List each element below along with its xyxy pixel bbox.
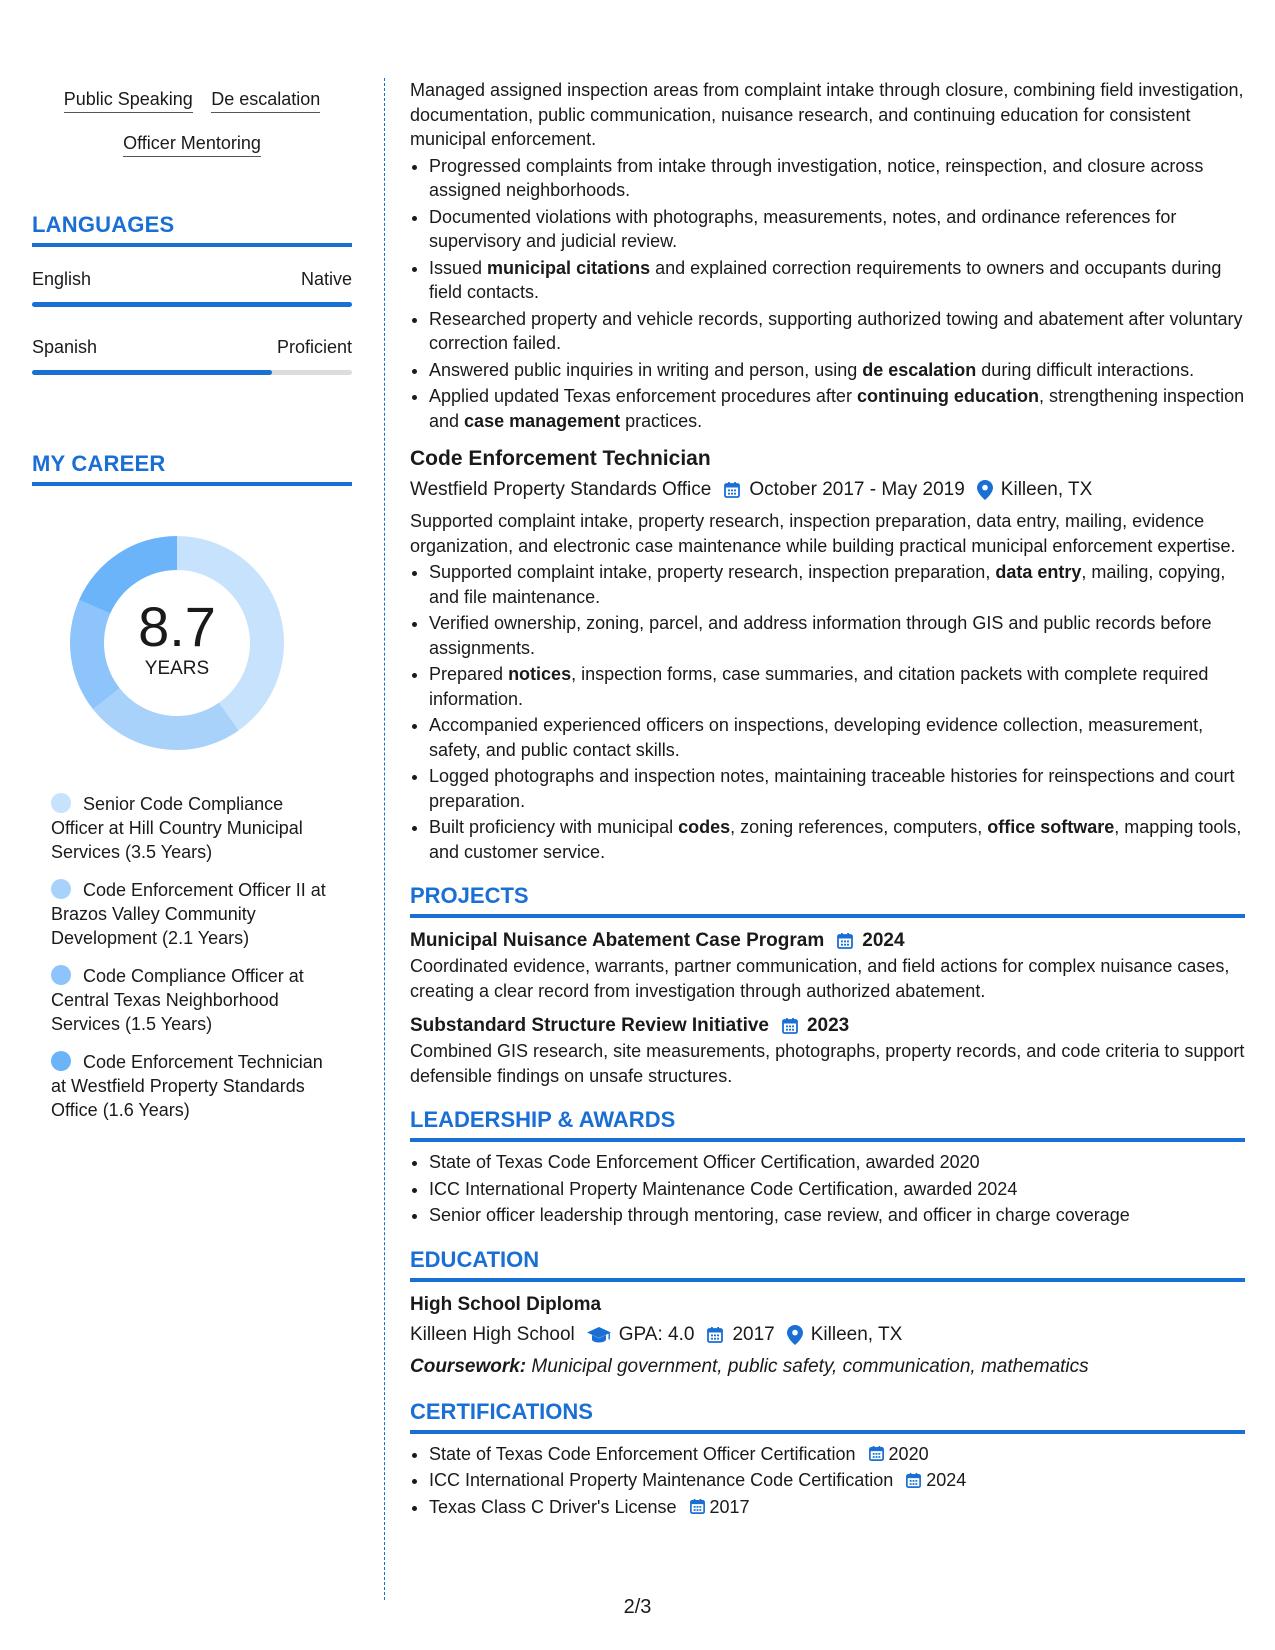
project-description: Coordinated evidence, warrants, partner communication, and field actions for complex nuisance cases, creating a clear record from investigation through authorized abatement. <box>410 956 1230 1001</box>
coursework <box>410 1354 1245 1380</box>
calendar-icon <box>836 932 854 950</box>
language-item <box>32 269 352 307</box>
map-pin-icon <box>977 480 993 500</box>
job-bullet: • Supported complaint intake, property research, inspection preparation, data entry, mailing, copying, and file maintenance. <box>429 560 1245 609</box>
leadership-item: • Senior officer leadership through mentoring, case review, and officer in charge coverage <box>429 1203 1245 1228</box>
school-location: Killeen, TX <box>810 1323 903 1345</box>
project-year: 2024 <box>862 930 905 951</box>
legend-label: Senior Code Compliance Officer at Hill Country Municipal Services (3.5 Years) <box>51 794 303 862</box>
graduation-cap-icon <box>587 1326 611 1344</box>
job-bullet: • Built proficiency with municipal codes, zoning references, computers, office software, mapping tools, and customer service. <box>429 815 1245 864</box>
job-bullet: • Applied updated Texas enforcement procedures after continuing education, strengthening inspection and case management practices. <box>429 384 1245 433</box>
leadership-item: • State of Texas Code Enforcement Officer Certification, awarded 2020 <box>429 1150 1245 1175</box>
job-bullet: • Issued municipal citations and explained correction requirements to owners and occupants during field contacts. <box>429 256 1245 305</box>
school-name: Killeen High School <box>410 1323 575 1345</box>
certification-name: • Texas Class C Driver's License <box>429 1496 677 1517</box>
project-name: Substandard Structure Review Initiative <box>410 1015 769 1036</box>
leadership-item: • ICC International Property Maintenance Code Certification, awarded 2024 <box>429 1177 1245 1202</box>
job-summary: Supported complaint intake, property research, inspection preparation, data entry, mailing, evidence organization, and electronic case maintenance while building practical municipal enforcement expertise. <box>410 511 1236 556</box>
job-meta <box>410 477 1245 503</box>
legend-label: Code Compliance Officer at Central Texas Neighborhood Services (1.5 Years) <box>51 966 304 1034</box>
leadership-list <box>410 1150 1245 1228</box>
calendar-icon <box>689 1498 706 1515</box>
job-dates: October 2017 - May 2019 <box>749 479 965 500</box>
calendar-icon <box>868 1445 885 1462</box>
leadership-heading: LEADERSHIP & AWARDS <box>410 1106 1245 1142</box>
calendar-icon <box>905 1472 922 1489</box>
job-bullet: • Researched property and vehicle records, supporting authorized towing and abatement after voluntary correction failed. <box>429 307 1245 356</box>
language-proficiency-fill <box>32 302 352 307</box>
career-heading: MY CAREER <box>32 451 352 486</box>
language-level: Native <box>300 269 352 289</box>
career-donut-chart <box>62 528 292 758</box>
education-meta <box>410 1322 1245 1348</box>
calendar-icon <box>781 1017 799 1035</box>
career-legend-item <box>51 1050 331 1122</box>
certifications-list <box>410 1442 1245 1520</box>
legend-label: Code Enforcement Officer II at Brazos Valley Community Development (2.1 Years) <box>51 880 326 948</box>
projects-heading: PROJECTS <box>410 882 1245 918</box>
language-name: English <box>32 269 92 289</box>
certification-year: 2024 <box>926 1470 967 1490</box>
coursework-text: Municipal government, public safety, communication, mathematics <box>531 1355 1089 1377</box>
job-company: Westfield Property Standards Office <box>410 479 712 500</box>
job-bullet: • Verified ownership, zoning, parcel, and address information through GIS and public records before assignments. <box>429 611 1245 660</box>
donut-segment-2 <box>93 688 239 750</box>
certifications-heading: CERTIFICATIONS <box>410 1398 1245 1434</box>
job-title: Code Enforcement Technician <box>410 447 711 470</box>
language-level: Proficient <box>276 337 352 357</box>
skill-tag: De escalation <box>211 87 320 113</box>
skill-tag: Public Speaking <box>64 87 193 113</box>
sidebar <box>32 80 352 1136</box>
language-proficiency-bar <box>32 302 352 307</box>
education-heading: EDUCATION <box>410 1246 1245 1282</box>
legend-label: Code Enforcement Technician at Westfield Property Standards Office (1.6 Years) <box>51 1052 323 1120</box>
job-bullet: • Progressed complaints from intake through investigation, notice, reinspection, and closure across assigned neighborhoods. <box>429 154 1245 203</box>
calendar-icon <box>723 481 741 499</box>
career-total <box>62 595 292 680</box>
certification-year: 2020 <box>888 1443 929 1464</box>
legend-dot <box>51 965 71 985</box>
job-bullet: • Answered public inquiries in writing and person, using de escalation during difficult interactions. <box>429 358 1245 383</box>
legend-dot <box>51 793 71 813</box>
career-legend-item <box>51 964 331 1036</box>
skills-list <box>32 80 352 168</box>
certification-item <box>429 1468 1245 1493</box>
certification-item <box>429 1495 1245 1520</box>
job-bullet: • Logged photographs and inspection notes, maintaining traceable histories for reinspections and court preparation. <box>429 764 1245 813</box>
language-proficiency-fill <box>32 370 272 375</box>
certification-year: 2017 <box>709 1496 750 1517</box>
job-location: Killeen, TX <box>1000 479 1093 500</box>
certification-item <box>429 1442 1245 1467</box>
language-item <box>32 337 352 375</box>
career-legend-item <box>51 878 331 950</box>
job-bullet: • Accompanied experienced officers on inspections, developing evidence collection, measurement, safety, and public contact skills. <box>429 713 1245 762</box>
certification-name: • ICC International Property Maintenance Code Certification <box>429 1470 894 1490</box>
project-year: 2023 <box>806 1015 850 1036</box>
skill-tag: Officer Mentoring <box>123 131 261 157</box>
legend-dot <box>51 879 71 899</box>
degree-title: High School Diploma <box>410 1293 602 1315</box>
language-name: Spanish <box>32 337 98 357</box>
job-bullets <box>410 154 1245 434</box>
calendar-icon <box>706 1326 724 1344</box>
project-item <box>410 928 1245 1003</box>
legend-dot <box>51 1051 71 1071</box>
career-legend-item <box>51 792 331 864</box>
main-content <box>410 78 1245 1521</box>
career-total-value: 8.7 <box>138 595 216 658</box>
graduation-year: 2017 <box>732 1323 775 1345</box>
career-total-unit: YEARS <box>144 658 210 679</box>
project-name: Municipal Nuisance Abatement Case Program <box>410 930 825 951</box>
job-bullets <box>410 560 1245 864</box>
job-bullet: • Documented violations with photographs, measurements, notes, and ordinance references for supervisory and judicial review. <box>429 205 1245 254</box>
project-item <box>410 1013 1245 1088</box>
project-description: Combined GIS research, site measurements, photographs, property records, and code criteria to support defensible findings on unsafe structures. <box>410 1041 1245 1086</box>
coursework-label: Coursework: <box>410 1355 527 1377</box>
job-bullet: • Prepared notices, inspection forms, case summaries, and citation packets with complete required information. <box>429 662 1245 711</box>
languages-heading: LANGUAGES <box>32 212 352 247</box>
page-number: 2/3 <box>623 1596 652 1618</box>
language-proficiency-bar <box>32 370 352 375</box>
career-legend <box>51 792 331 1122</box>
map-pin-icon <box>787 1325 803 1345</box>
job-summary: Managed assigned inspection areas from complaint intake through closure, combining field investigation, documentation, public communication, nuisance research, and continuing education for consistent municipal enforcement. <box>410 80 1244 149</box>
certification-name: • State of Texas Code Enforcement Officer Certification <box>429 1443 856 1464</box>
column-divider <box>384 78 385 1600</box>
gpa: GPA: 4.0 <box>618 1323 695 1345</box>
